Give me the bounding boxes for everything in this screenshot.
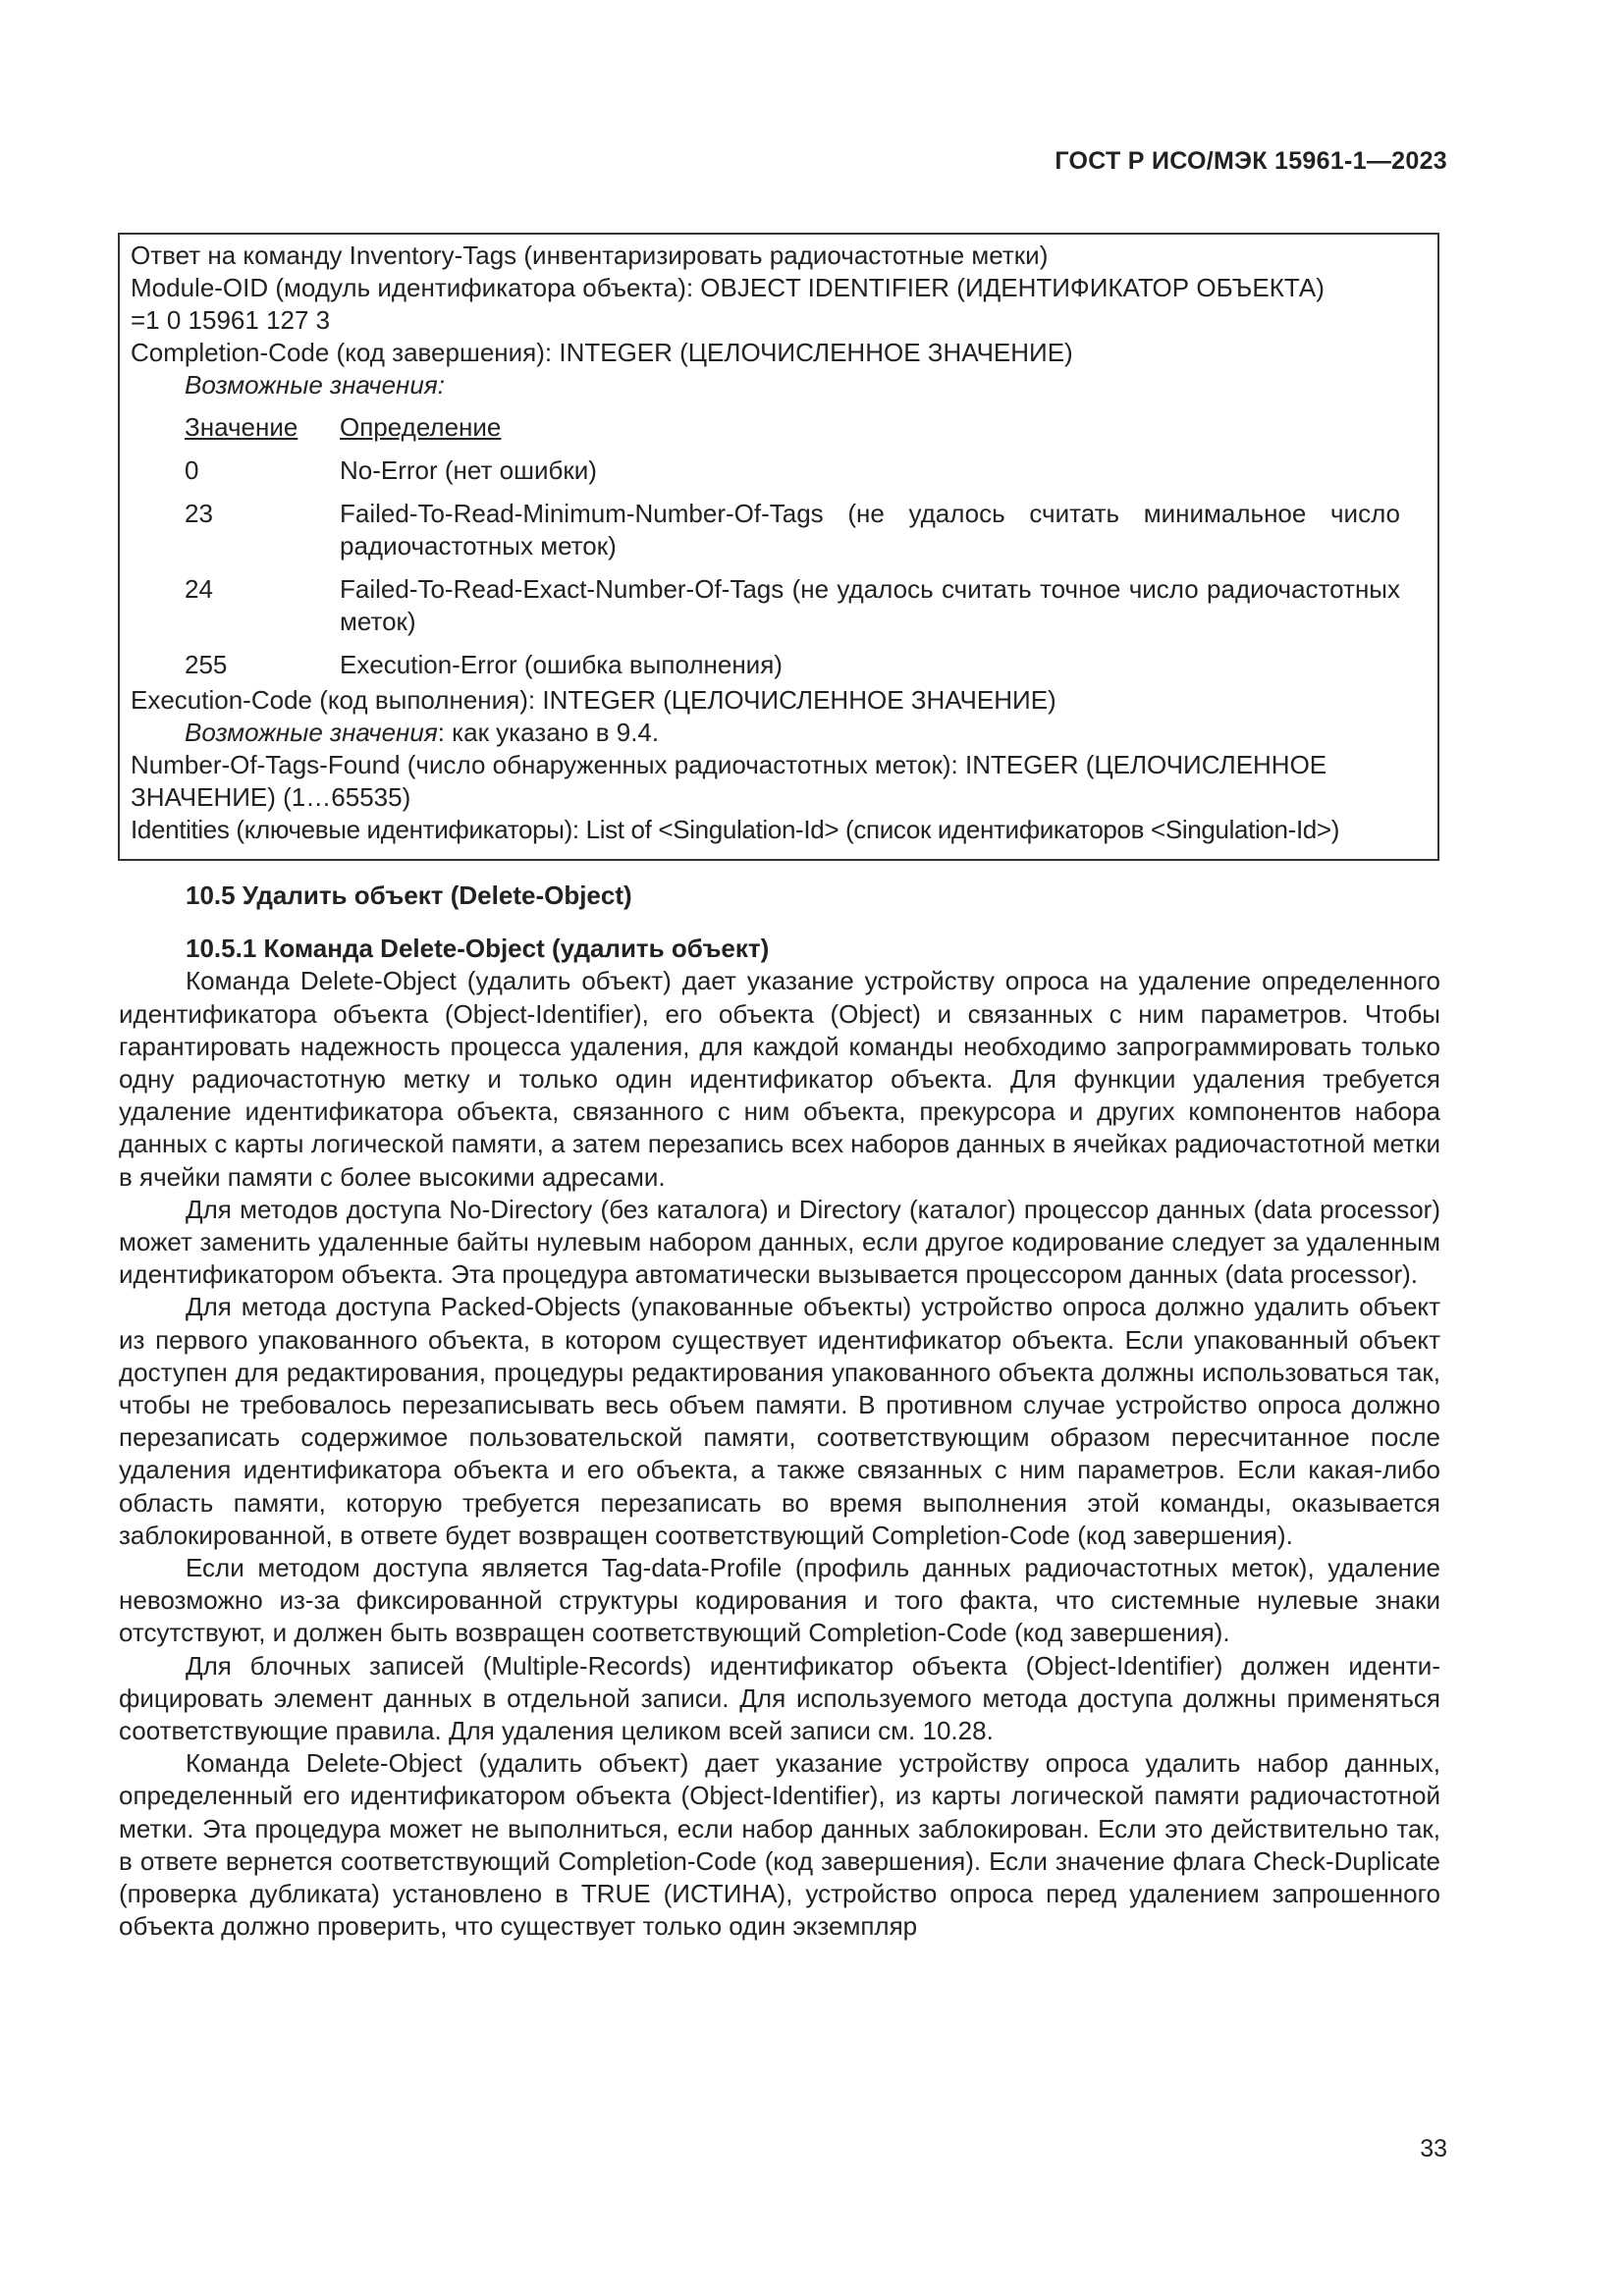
module-oid-line: Module-OID (модуль идентификатора объекта): OBJECT IDENTIFIER (ИДЕНТИФИКАТОР ОБЪЕКТА) (131, 273, 1325, 302)
response-definition-box (118, 233, 1439, 861)
code-definition: Execution-Error (ошибка выполнения) (340, 650, 783, 679)
code-row (185, 649, 1428, 681)
identities-line: Identities (ключевые идентификаторы): List of <Singulation-Id> (список идентификаторов <Singulation-Id>) (131, 815, 1340, 844)
code-definition: Failed-To-Read-Exact-Number-Of-Tags (не удалось считать точное число радиочастотных меток) (340, 574, 1400, 636)
code-value: 255 (185, 650, 228, 679)
code-value: 0 (185, 455, 199, 485)
execution-code-line: Execution-Code (код выполнения): INTEGER (ЦЕЛОЧИСЛЕННОЕ ЗНАЧЕНИЕ) (131, 685, 1056, 715)
body-paragraph: Команда Delete-Object (удалить объект) дает указание устройству опроса удалить набор данных, определенный его идентификатором объекта (Object-Identifier), из карты логической памяти радиочастотной метки. Эта процедура может не выполниться, если набор данных заблокирован. Если это действительно так, в ответе вернется соответствующий Completion-Code (код завершения). Если значение флага Check-Duplicate (проверка дубликата) установлено в TRUE (ИСТИНА), устройство опроса перед удалением запрошенного объекта должно проверить, что существует только один экземпляр (119, 1748, 1440, 1942)
tags-found-range: ЗНАЧЕНИЕ) (1…65535) (131, 782, 411, 812)
section-heading-10-5-1: 10.5.1 Команда Delete-Object (удалить объект) (186, 934, 770, 964)
module-oid-value: =1 0 15961 127 3 (131, 305, 331, 335)
execution-possible-label: Возможные значения (185, 718, 438, 747)
code-value: 24 (185, 574, 213, 604)
definition-column-header: Определение (340, 412, 502, 442)
completion-code-line: Completion-Code (код завершения): INTEGER (ЦЕЛОЧИСЛЕННОЕ ЗНАЧЕНИЕ) (131, 338, 1073, 367)
document-body (119, 880, 1440, 1944)
code-row (185, 498, 1428, 562)
possible-values-label: Возможные значения: (185, 370, 445, 400)
document-header: ГОСТ Р ИСО/МЭК 15961-1—2023 (1055, 147, 1447, 175)
code-row (185, 573, 1428, 638)
body-paragraph: Команда Delete-Object (удалить объект) дает указание устройству опроса на удаление определенного идентификатора объекта (Object-Identifier), его объекта (Object) и связанных с ним параметров. Чтобы гарантировать надежность процесса удаления, для каждой команды необходимо запрограммировать только одну радиочастотную метку и только один идентификатор объекта. Для функции удаления требуется удаление идентификатора объекта, связанного с ним объекта, прекурсора и других компонентов набора данных с карты логической памяти, а затем перезапись всех наборов данных в ячейках радиочастотной метки в ячейки памяти с более высокими адресами. (119, 966, 1440, 1192)
body-paragraph: Для метода доступа Packed-Objects (упакованные объекты) устройство опроса должно удалить объект из первого упакованного объекта, в котором существует идентификатор объекта. Если упакованный объект доступен для редактирования, процедуры редактирования упакованного объекта должны использоваться так, чтобы не требовалось перезаписывать весь объем памяти. В противном случае устройство опроса должно перезаписать содержимое пользовательской памяти, соответствующим образом пересчитанное после удаления идентификатора объекта и его объекта, а также связанных с ним параметров. Если какая-либо область памяти, которую требуется перезаписать во время выполнения этой команды, оказывается заблокированной, в ответе будет возвращен соответствующий Completion-Code (код завершения). (119, 1292, 1440, 1550)
code-definition: No-Error (нет ошибки) (340, 455, 597, 485)
box-title: Ответ на команду Inventory-Tags (инвентаризировать радиочастотные метки) (131, 240, 1049, 270)
body-paragraph: Для методов доступа No-Directory (без каталога) и Directory (каталог) процессор данных (data processor) может заменить удаленные байты нулевым набором данных, если другое кодирование следует за удаленным идентификатором объекта. Эта процедура автоматически вызывается процессором данных (data processor). (119, 1194, 1440, 1290)
page-number: 33 (1420, 2135, 1447, 2163)
code-value: 23 (185, 499, 213, 528)
value-column-header: Значение (185, 412, 298, 442)
code-definition: Failed-To-Read-Minimum-Number-Of-Tags (не удалось считать минимальное число радиочастотных меток) (340, 499, 1400, 561)
codes-header-row (185, 411, 1428, 444)
body-paragraph: Если методом доступа является Tag-data-Profile (профиль данных радиочастотных меток), удаление невозможно из-за фиксированной структуры кодирования и того факта, что системные нулевые знаки отсутствуют, и должен быть возвращен соответствующий Completion-Code (код завершения). (119, 1553, 1440, 1648)
completion-codes-table (185, 411, 1428, 681)
section-heading-10-5: 10.5 Удалить объект (Delete-Object) (186, 881, 632, 910)
code-row (185, 454, 1428, 487)
execution-possible-values (131, 717, 1428, 749)
execution-possible-rest: : как указано в 9.4. (437, 718, 660, 747)
body-paragraph: Для блочных записей (Multiple-Records) идентификатор объекта (Object-Identifier) должен идентифицировать элемент данных в отдельной записи. Для используемого метода доступа должны применяться соответствующие правила. Для удаления целиком всей записи см. 10.28. (119, 1650, 1440, 1746)
tags-found-line: Number-Of-Tags-Found (число обнаруженных радиочастотных меток): INTEGER (ЦЕЛОЧИСЛЕННОЕ (131, 750, 1327, 779)
